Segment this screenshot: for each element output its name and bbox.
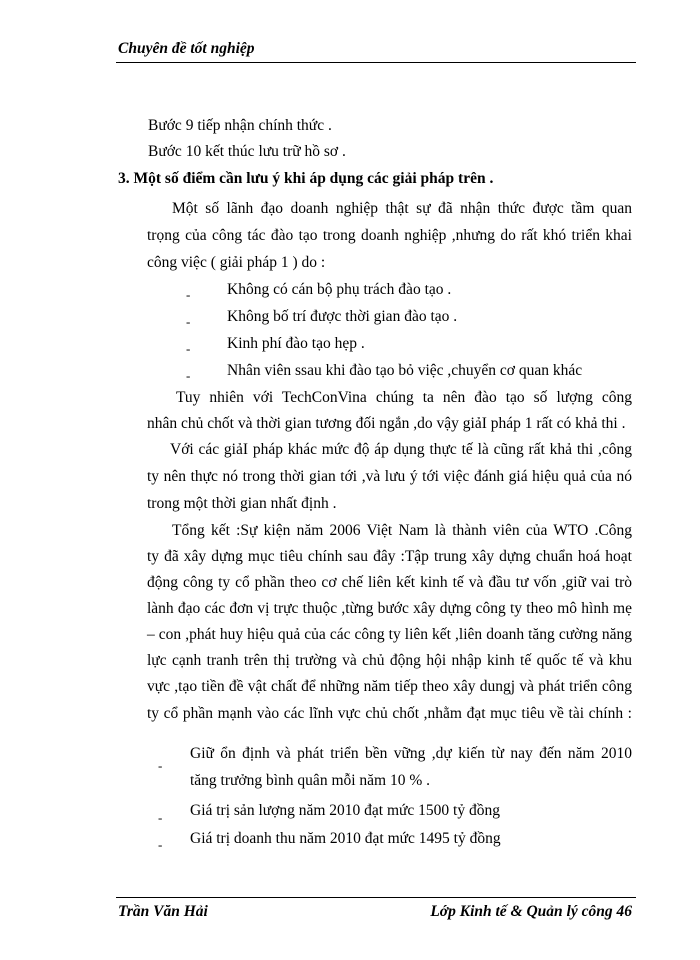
target-item: Giữ ổn định và phát triển bền vững ,dự kiến từ nay đến năm 2010 <box>190 745 632 762</box>
reason-item: Không có cán bộ phụ trách đào tạo . <box>227 281 452 298</box>
bullet-dash: - <box>158 758 163 773</box>
however-line: nhân chủ chốt và thời gian tương đối ngắn ,do vậy giảI pháp 1 rất có khả thi . <box>147 415 626 432</box>
footer-rule <box>116 897 636 898</box>
bullet-dash: - <box>158 810 163 825</box>
section-heading: 3. Một số điểm cần lưu ý khi áp dụng các giải pháp trên . <box>118 170 494 187</box>
bullet-dash: - <box>186 341 191 356</box>
target-item: Giá trị sản lượng năm 2010 đạt mức 1500 tỷ đồng <box>190 802 500 819</box>
other-line: ty nên thực nó trong thời gian tới ,và lưu ý tới việc đánh giá hiệu quả của nó <box>147 468 632 485</box>
header-title: Chuyên đề tốt nghiệp <box>118 40 255 57</box>
bullet-dash: - <box>158 837 163 852</box>
summary-line: vực ,tạo tiền đề vật chất để những năm tiếp theo xây dungj và phát triển công <box>147 678 632 695</box>
summary-line: Tổng kết :Sự kiện năm 2006 Việt Nam là thành viên của WTO .Công <box>172 522 632 539</box>
summary-line: lực cạnh tranh trên thị trường và chủ động hội nhập kinh tế quốc tế và khu <box>147 652 632 669</box>
reason-item: Không bố trí được thời gian đào tạo . <box>227 308 458 325</box>
reason-item: Nhân viên ssau khi đào tạo bỏ việc ,chuyển cơ quan khác <box>227 362 583 379</box>
other-line: trong một thời gian nhất định . <box>147 495 337 512</box>
footer-author: Trần Văn Hải <box>118 903 208 920</box>
summary-line: động công ty cổ phần theo cơ chế liên kết kinh tế và đầu tư vốn ,giữ vai trò <box>147 574 632 591</box>
bullet-dash: - <box>186 314 191 329</box>
intro-line: trọng của công tác đào tạo trong doanh nghiệp ,nhưng do rất khó triển khai <box>147 227 632 244</box>
step-9: Bước 9 tiếp nhận chính thức . <box>148 117 332 134</box>
summary-line: ty đã xây dựng mục tiêu chính sau đây :Tập trung xây dựng chuẩn hoá hoạt <box>147 548 632 565</box>
however-line: Tuy nhiên với TechConVina chúng ta nên đào tạo số lượng công <box>176 389 632 406</box>
bullet-dash: - <box>186 287 191 302</box>
target-item-cont: tăng trưởng bình quân mỗi năm 10 % . <box>190 772 431 789</box>
other-line: Với các giảI pháp khác mức độ áp dụng thực tế là cũng rất khả thi ,công <box>170 441 632 458</box>
reason-item: Kinh phí đào tạo hẹp . <box>227 335 365 352</box>
header-rule <box>116 62 636 63</box>
intro-line: Một số lãnh đạo doanh nghiệp thật sự đã nhận thức được tầm quan <box>172 200 632 217</box>
footer-class: Lớp Kinh tế & Quản lý công 46 <box>430 903 632 920</box>
step-10: Bước 10 kết thúc lưu trữ hồ sơ . <box>148 143 346 160</box>
bullet-dash: - <box>186 368 191 383</box>
summary-line: ty cổ phần mạnh vào các lĩnh vực chủ chốt ,nhằm đạt mục tiêu về tài chính : <box>147 705 632 722</box>
summary-line: – con ,phát huy hiệu quả của các công ty liên kết ,liên doanh tăng cường năng <box>147 626 632 643</box>
summary-line: lành đạo các đơn vị trực thuộc ,từng bước xây dựng công ty theo mô hình mẹ <box>147 600 632 617</box>
intro-line: công việc ( giải pháp 1 ) do : <box>147 254 326 271</box>
target-item: Giá trị doanh thu năm 2010 đạt mức 1495 tỷ đồng <box>190 830 501 847</box>
